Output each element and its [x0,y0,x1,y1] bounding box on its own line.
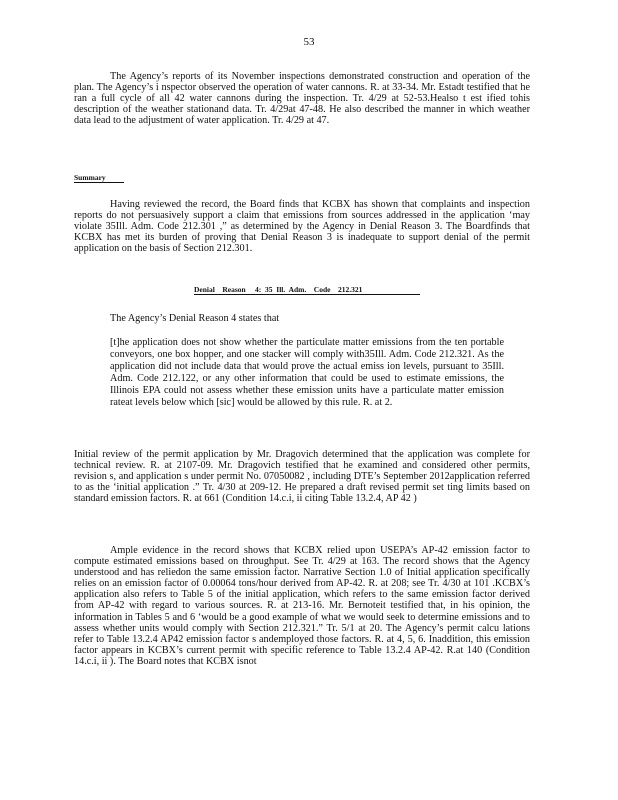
paragraph-initial-review-text: Initial review of the permit application by Mr. Dragovich determined that the application was complete for technical review. R. at 2107-09. Mr. Dragovich testified that he examined and considered other permits, revision s, and application s under permit No. 07050082 , including DTE’s September 2012application referred to as the ‘initial application .” Tr. 4/30 at 209-12. He prepared a draft revised permit set ting limits based on standard emission factors. R. at 661 (Condition 14.c.i, ii citing Table 13.2.4, AP 42 ) [74,449,530,505]
paragraph-summary [74,199,530,254]
summary-heading: Summary [74,173,124,183]
page-number: 53 [303,36,315,48]
block-quote [110,337,504,408]
paragraph-ample-evidence-text: Ample evidence in the record shows that KCBX relied upon USEPA’s AP-42 emission factor to compute estimated emissions based on throughput. See Tr. 4/29 at 163. The record shows that the Agency understood and has reliedon the same emission factor. Narrative Section 1.0 of Initial application specifically relies on an emission factor of 0.00064 tons/hour derived from AP-42. R. at 208; see Tr. 4/30 at 101 .KCBX’s application also refers to Table 5 of the initial application, which refers to the same emission factor derived from AP-42 with regard to various sources. R. at 213-16. Mr. Bernoteit testified that, in his opinion, the information in Tables 5 and 6 ‘would be a good example of what we would seek to determine emissions and to assess whether units would comply with Section 212.321.” Tr. 5/1 at 20. The Agency’s permit calcu lations refer to Table 13.2.4 AP42 emission factor s andemployed those factors. R. at 4, 5, 6. Inaddition, this emission factor appears in KCBX’s current permit with specific reference to Table 13.2.4 AP-42. R.at 140 (Condition 14.c.i, ii ). The Board notes that KCBX isnot [74,545,530,667]
block-quote-text: [t]he application does not show whether the particulate matter emissions from the ten portable conveyors, one box hopper, and one stacker will comply with35Ill. Adm. Code 212.321. As the application did not include data that would prove the actual emiss ion levels, pursuant to 35Ill. Adm. Code 212.122, or any other information that could be used to estimate emissions, the Illinois EPA could not assess whether these emission units have a particulate matter emission rateat levels below which [sic] would be allowed by this rule. R. at 2. [110,337,504,408]
paragraph-inspections [74,71,530,126]
denial-reason-4-heading: Denial Reason 4: 35 Ill. Adm. Code 212.321 [194,285,420,295]
paragraph-ample-evidence [74,545,530,667]
denial-intro-line: The Agency’s Denial Reason 4 states that [110,313,280,324]
paragraph-summary-text: Having reviewed the record, the Board finds that KCBX has shown that complaints and inspection reports do not persuasively support a claim that emissions from sources addressed in the application ‘may violate 35Ill. Adm. Code 212.301 ,” as determined by the Agency in Denial Reason 3. The Boardfinds that KCBX has met its burden of proving that Denial Reason 3 is inadequate to support denial of the permit application on the basis of Section 212.301. [74,199,530,255]
paragraph-initial-review [74,449,530,504]
paragraph-inspections-text: The Agency’s reports of its November inspections demonstrated construction and operation of the plan. The Agency’s i nspector observed the operation of water cannons. R. at 33-34. Mr. Estadt testified that he ran a full cycle of all 42 water cannons during the inspection. Tr. 4/29 at 52-53.Healso t est ified tohis description of the weather stationand data. Tr. 4/29at 47-48. He also described the manner in which weather data lead to the adjustment of water application. Tr. 4/29 at 47. [74,71,530,127]
